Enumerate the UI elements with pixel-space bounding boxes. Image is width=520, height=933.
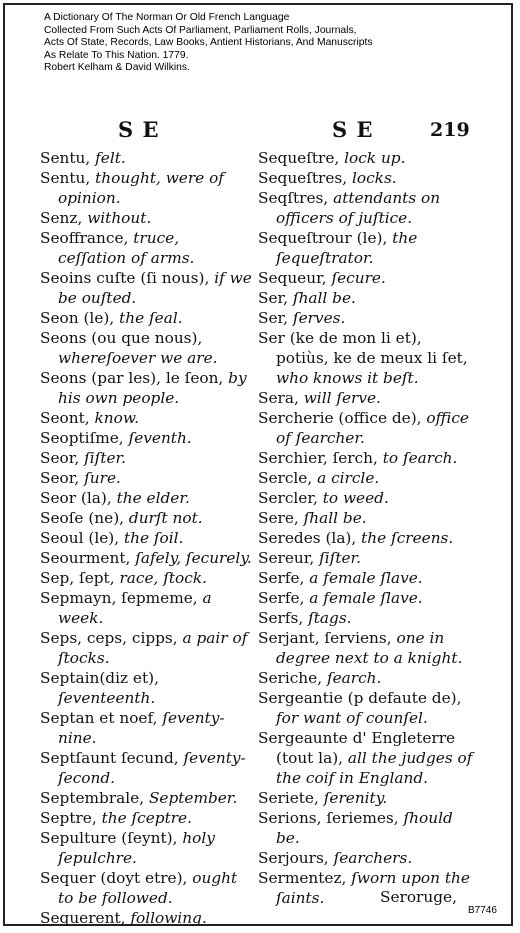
dictionary-entry xyxy=(258,288,476,308)
entry-headword: Sep, ſept, xyxy=(40,569,115,587)
entry-headword: Serions, ſeriemes, xyxy=(258,809,399,827)
dictionary-entry xyxy=(40,568,252,588)
entry-definition: the ſeal. xyxy=(119,309,183,327)
dictionary-entry xyxy=(40,708,252,748)
entry-definition: September. xyxy=(148,789,238,807)
dictionary-entry xyxy=(258,728,476,788)
entry-headword: Serjours, xyxy=(258,849,329,867)
entry-definition: ſhall be. xyxy=(292,289,356,307)
entry-headword: Serfs, xyxy=(258,609,304,627)
entry-headword: Seont, xyxy=(40,409,90,427)
dictionary-entry xyxy=(258,328,476,388)
dictionary-entry xyxy=(258,688,476,728)
dictionary-entry xyxy=(40,628,252,668)
dictionary-entry xyxy=(258,588,476,608)
entry-definition: without. xyxy=(87,209,152,227)
dictionary-entry xyxy=(258,228,476,268)
entry-headword: Sergeantie (p defaute de), xyxy=(258,689,462,707)
dictionary-entry xyxy=(40,448,252,468)
dictionary-entry xyxy=(258,308,476,328)
entry-headword: Seoptiſme, xyxy=(40,429,124,447)
entry-definition: ſearch. xyxy=(326,669,382,687)
entry-definition: ought to be followed. xyxy=(58,869,238,907)
dictionary-entry xyxy=(258,448,476,468)
entry-headword: Sequer (doyt etre), xyxy=(40,869,188,887)
entry-definition: ſearchers. xyxy=(333,849,413,867)
header-line: Collected From Such Acts Of Parliament, Parliament Rolls, Journals, xyxy=(44,24,357,36)
dictionary-entry xyxy=(40,548,252,568)
dictionary-entry xyxy=(40,168,252,208)
entry-definition: whereſoever we are. xyxy=(58,349,218,367)
page-number: 219 xyxy=(430,119,470,141)
entry-headword: Senz, xyxy=(40,209,83,227)
dictionary-entry xyxy=(40,868,252,908)
entry-definition: following. xyxy=(130,909,207,927)
dictionary-entry xyxy=(258,268,476,288)
entry-definition: a week. xyxy=(58,589,212,627)
entry-headword: Sequeſtres, xyxy=(258,169,348,187)
entry-definition: a circle. xyxy=(317,469,380,487)
stamp-code: B7746 xyxy=(468,905,497,916)
entry-headword: Sergeaunte d' Engleterre (tout la), xyxy=(258,729,456,767)
dictionary-entry xyxy=(40,488,252,508)
entry-definition: ſiſter. xyxy=(84,449,127,467)
dictionary-entry xyxy=(40,668,252,708)
entry-definition: durſt not. xyxy=(128,509,203,527)
entry-headword: Serjant, ſerviens, xyxy=(258,629,392,647)
entry-definition: the ſoil. xyxy=(123,529,184,547)
entry-definition: ſerenity. xyxy=(323,789,388,807)
dictionary-entry xyxy=(40,908,252,928)
entry-headword: Seourment, xyxy=(40,549,131,567)
dictionary-entry xyxy=(258,188,476,228)
entry-definition: all the judges of the coif in England. xyxy=(276,749,473,787)
entry-definition: if we be ouſted. xyxy=(58,269,252,307)
dictionary-entry xyxy=(40,148,252,168)
entry-definition: to ſearch. xyxy=(382,449,458,467)
entry-definition: locks. xyxy=(352,169,397,187)
dictionary-entry xyxy=(258,608,476,628)
entry-headword: Serfe, xyxy=(258,589,305,607)
dictionary-entry xyxy=(258,848,476,868)
entry-definition: to weed. xyxy=(322,489,389,507)
entry-definition: felt. xyxy=(95,149,126,167)
entry-headword: Seoins cuſte (ſi nous), xyxy=(40,269,210,287)
left-column xyxy=(40,148,252,928)
running-head-right: S E xyxy=(332,117,374,142)
entry-headword: Sequeſtre, xyxy=(258,149,340,167)
entry-headword: Sequerent, xyxy=(40,909,126,927)
entry-headword: Sercler, xyxy=(258,489,318,507)
entry-headword: Seredes (la), xyxy=(258,529,357,547)
entry-headword: Septan et noef, xyxy=(40,709,158,727)
dictionary-entry xyxy=(40,528,252,548)
header-line: A Dictionary Of The Norman Or Old French Language xyxy=(44,12,290,23)
entry-definition: ſtags. xyxy=(308,609,352,627)
dictionary-entry xyxy=(40,788,252,808)
dictionary-entry xyxy=(40,468,252,488)
entry-definition: the elder. xyxy=(116,489,190,507)
dictionary-entry xyxy=(40,808,252,828)
entry-definition: by his own people. xyxy=(58,369,247,407)
entry-definition: the ſequeſtrator. xyxy=(276,229,418,267)
dictionary-entry xyxy=(40,508,252,528)
dictionary-entry xyxy=(40,328,252,368)
entry-headword: Seoul (le), xyxy=(40,529,120,547)
dictionary-entry xyxy=(258,668,476,688)
entry-headword: Septre, xyxy=(40,809,97,827)
dictionary-entry xyxy=(40,308,252,328)
dictionary-entry xyxy=(258,388,476,408)
right-column xyxy=(258,148,476,908)
entry-definition: ſafely, ſecurely. xyxy=(135,549,252,567)
header-line: Robert Kelham & David Wilkins. xyxy=(44,62,190,74)
entry-headword: Seons (par les), le ſeon, xyxy=(40,369,224,387)
document-header xyxy=(44,12,504,75)
entry-definition: a pair of ſtocks. xyxy=(58,629,248,667)
dictionary-entry xyxy=(40,268,252,308)
entry-headword: Seons (ou que nous), xyxy=(40,329,203,347)
dictionary-entry xyxy=(258,568,476,588)
dictionary-entry xyxy=(258,408,476,448)
entry-definition: one in degree next to a knight. xyxy=(276,629,463,667)
dictionary-entry xyxy=(258,808,476,848)
entry-headword: Seqſtres, xyxy=(258,189,329,207)
dictionary-entry xyxy=(40,228,252,268)
dictionary-entry xyxy=(40,408,252,428)
entry-definition: thought, were of opinion. xyxy=(58,169,224,207)
dictionary-entry xyxy=(40,208,252,228)
entry-definition: ſiſter. xyxy=(319,549,362,567)
catchword: Seroruge, xyxy=(380,888,457,906)
entry-headword: Sepulture (ſeynt), xyxy=(40,829,178,847)
entry-headword: Seor (la), xyxy=(40,489,112,507)
entry-definition: ſeventy-nine. xyxy=(58,709,225,747)
entry-headword: Septſaunt ſecund, xyxy=(40,749,179,767)
entry-definition: who knows it beſt. xyxy=(276,369,419,387)
entry-definition: for want of counſel. xyxy=(276,709,428,727)
entry-definition: holy ſepulchre. xyxy=(58,829,215,867)
entry-headword: Sercle, xyxy=(258,469,313,487)
entry-definition: know. xyxy=(94,409,139,427)
dictionary-entry xyxy=(258,528,476,548)
entry-headword: Seriche, xyxy=(258,669,323,687)
entry-definition: race, ſtock. xyxy=(119,569,207,587)
entry-definition: ſworn upon the ſaints. xyxy=(276,869,470,907)
entry-definition: the ſceptre. xyxy=(101,809,192,827)
entry-definition: ſhall be. xyxy=(303,509,367,527)
dictionary-entry xyxy=(258,488,476,508)
entry-definition: ſeventh. xyxy=(128,429,192,447)
entry-definition: ſecure. xyxy=(331,269,386,287)
entry-definition: ſure. xyxy=(84,469,121,487)
header-line: As Relate To This Nation. 1779. xyxy=(44,49,189,61)
dictionary-entry xyxy=(40,588,252,628)
dictionary-entry xyxy=(40,828,252,868)
dictionary-entry xyxy=(258,508,476,528)
entry-definition: ſerves. xyxy=(292,309,346,327)
entry-headword: Seps, ceps, cipps, xyxy=(40,629,178,647)
entry-headword: Sentu, xyxy=(40,149,91,167)
dictionary-entry xyxy=(258,628,476,668)
entry-headword: Seor, xyxy=(40,469,80,487)
entry-definition: a female ſlave. xyxy=(309,569,423,587)
entry-headword: Ser, xyxy=(258,289,289,307)
entry-headword: Sere, xyxy=(258,509,299,527)
entry-definition: ſeventy-ſecond. xyxy=(58,749,246,787)
entry-definition: attendants on officers of juſtice. xyxy=(276,189,441,227)
entry-definition: ſeventeenth. xyxy=(58,689,156,707)
dictionary-entry xyxy=(258,548,476,568)
entry-headword: Sera, xyxy=(258,389,299,407)
entry-definition: ſhould be. xyxy=(276,809,453,847)
entry-headword: Seor, xyxy=(40,449,80,467)
entry-headword: Seoſe (ne), xyxy=(40,509,125,527)
entry-headword: Sercherie (office de), xyxy=(258,409,422,427)
entry-headword: Sepmayn, ſepmeme, xyxy=(40,589,198,607)
entry-headword: Sequeſtrour (le), xyxy=(258,229,388,247)
dictionary-entry xyxy=(258,468,476,488)
entry-definition: office of ſearcher. xyxy=(276,409,469,447)
entry-headword: Ser, xyxy=(258,309,289,327)
running-head-left: S E xyxy=(118,117,160,142)
dictionary-entry xyxy=(40,428,252,448)
dictionary-entry xyxy=(258,788,476,808)
entry-headword: Seon (le), xyxy=(40,309,115,327)
entry-headword: Serfe, xyxy=(258,569,305,587)
dictionary-entry xyxy=(40,368,252,408)
dictionary-entry xyxy=(258,168,476,188)
entry-headword: Serchier, ſerch, xyxy=(258,449,378,467)
entry-headword: Ser (ke de mon li et), potiùs, ke de meux li ſet, xyxy=(258,329,468,367)
entry-headword: Sermentez, xyxy=(258,869,347,887)
entry-headword: Sentu, xyxy=(40,169,91,187)
entry-definition: a female ſlave. xyxy=(309,589,423,607)
dictionary-entry xyxy=(40,748,252,788)
entry-headword: Sequeur, xyxy=(258,269,327,287)
entry-definition: will ſerve. xyxy=(303,389,381,407)
dictionary-entry xyxy=(258,148,476,168)
entry-headword: Sereur, xyxy=(258,549,315,567)
header-line: Acts Of State, Records, Law Books, Antient Historians, And Manuscripts xyxy=(44,37,373,49)
entry-definition: truce, ceſſation of arms. xyxy=(58,229,195,267)
entry-headword: Seoffrance, xyxy=(40,229,129,247)
entry-headword: Septain(diz et), xyxy=(40,669,159,687)
entry-definition: lock up. xyxy=(344,149,406,167)
entry-definition: the ſcreens. xyxy=(361,529,454,547)
entry-headword: Septembrale, xyxy=(40,789,145,807)
entry-headword: Seriete, xyxy=(258,789,319,807)
